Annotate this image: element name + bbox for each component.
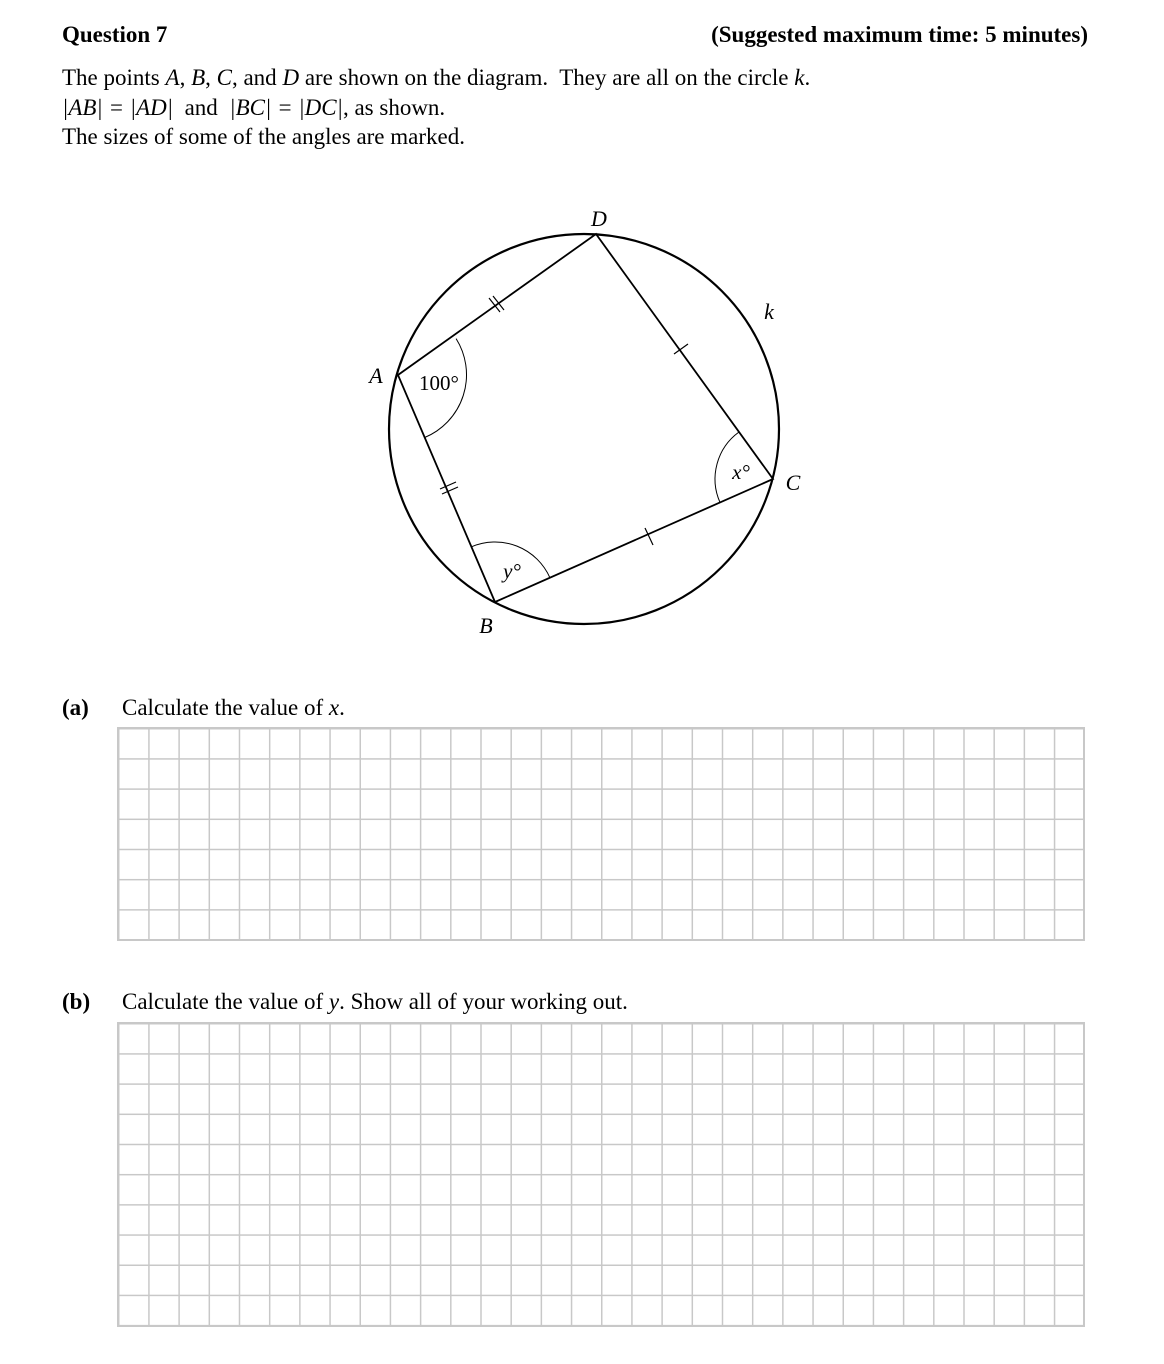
- part-a-question: Calculate the value of x.: [122, 695, 345, 720]
- point-label-b: B: [479, 613, 493, 638]
- part-a-label: (a): [62, 695, 89, 720]
- answer-grid-b[interactable]: [117, 1022, 1085, 1327]
- quadrilateral-abcd: [398, 234, 773, 602]
- intro-line-2: |AB| = |AD| and |BC| = |DC|, as shown.: [62, 95, 446, 120]
- intro-line-3: The sizes of some of the angles are marked.: [62, 124, 465, 149]
- angle-label-y: y°: [503, 559, 521, 583]
- part-b-label: (b): [62, 989, 91, 1014]
- circle-k: [389, 234, 779, 624]
- answer-grid-a[interactable]: [117, 727, 1085, 941]
- point-label-c: C: [785, 470, 801, 495]
- intro-line-1: The points A, B, C, and D are shown on the diagram. They are all on the circle k.: [62, 65, 811, 90]
- question-title: Question 7: [62, 22, 168, 47]
- point-label-a: A: [369, 363, 383, 388]
- tick-mark-bc: [645, 528, 653, 545]
- part-b-question: Calculate the value of y. Show all of your working out.: [122, 989, 628, 1014]
- angle-label-a: 100°: [419, 371, 459, 395]
- circle-label-k: k: [764, 299, 774, 324]
- angle-label-x: x°: [732, 460, 750, 484]
- point-label-d: D: [591, 206, 607, 231]
- suggested-time: (Suggested maximum time: 5 minutes): [711, 22, 1088, 47]
